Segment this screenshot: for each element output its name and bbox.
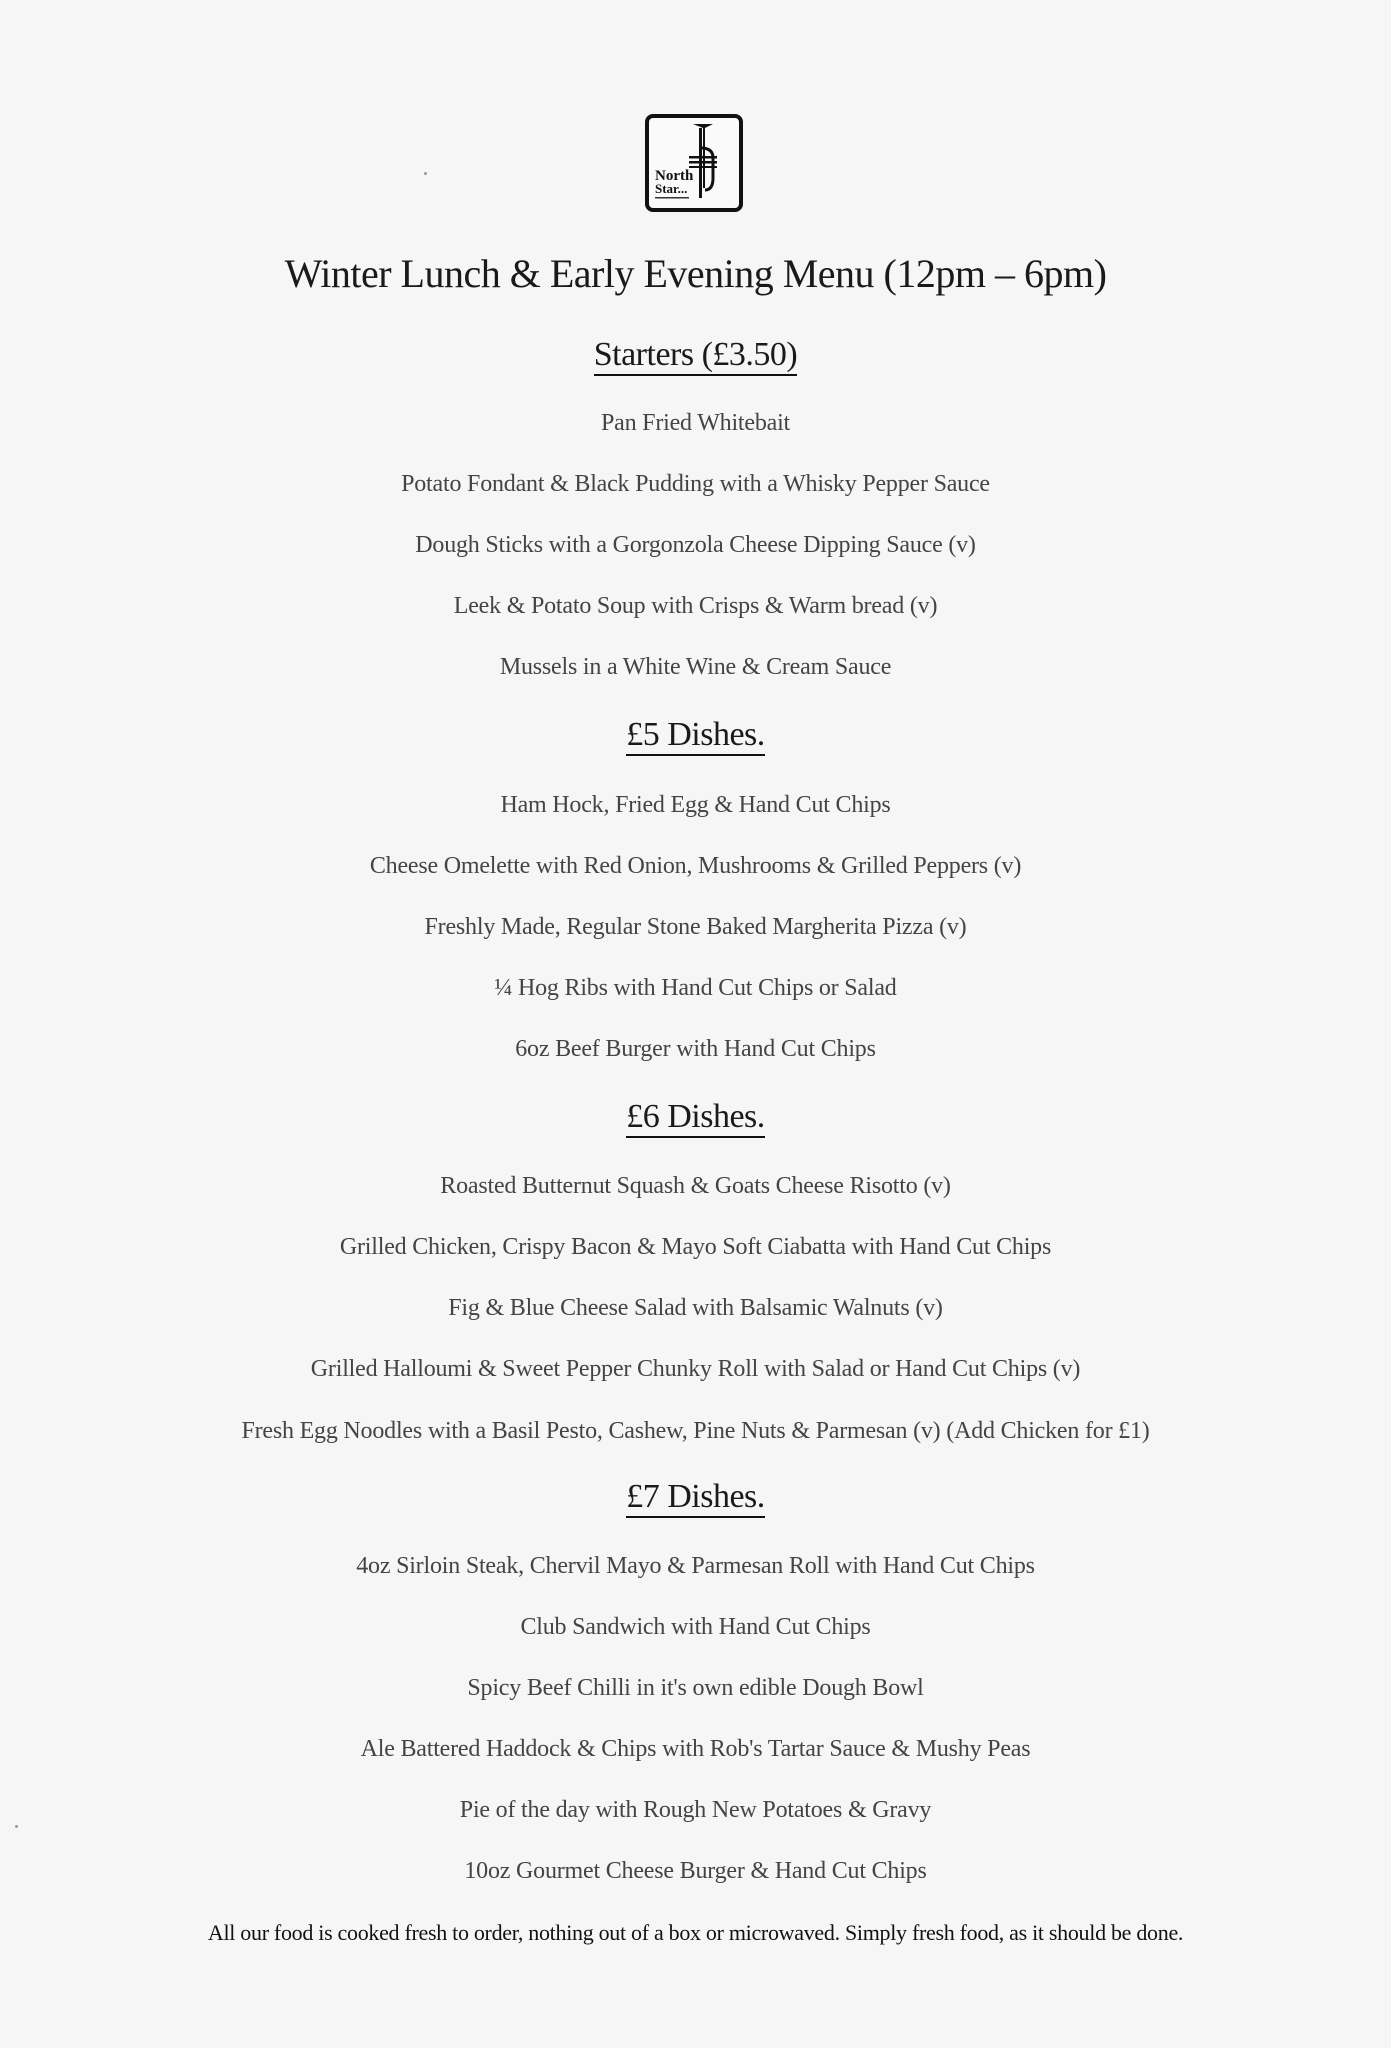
- section-heading-5-dishes: £5 Dishes.: [0, 716, 1391, 754]
- menu-item: Grilled Halloumi & Sweet Pepper Chunky Roll with Salad or Hand Cut Chips (v): [310, 1356, 1081, 1382]
- menu-item: 10oz Gourmet Cheese Burger & Hand Cut Chips: [464, 1858, 927, 1884]
- menu-item: Spicy Beef Chilli in it's own edible Dough Bowl: [467, 1675, 924, 1701]
- menu-item: Pie of the day with Rough New Potatoes & Gravy: [459, 1797, 932, 1823]
- trumpet-icon: [649, 118, 739, 208]
- menu-item: Fresh Egg Noodles with a Basil Pesto, Cashew, Pine Nuts & Parmesan (v) (Add Chicken for £1): [241, 1418, 1150, 1444]
- section-heading-starters: Starters (£3.50): [0, 336, 1391, 374]
- menu-item: Ale Battered Haddock & Chips with Rob's Tartar Sauce & Mushy Peas: [360, 1736, 1031, 1762]
- menu-item: Freshly Made, Regular Stone Baked Margherita Pizza (v): [424, 914, 967, 940]
- section-heading-6-dishes: £6 Dishes.: [0, 1098, 1391, 1136]
- svg-text:Star...: Star...: [655, 181, 688, 196]
- menu-item: Leek & Potato Soup with Crisps & Warm bread (v): [453, 593, 938, 619]
- north-star-logo: [645, 114, 743, 212]
- menu-item: Fig & Blue Cheese Salad with Balsamic Walnuts (v): [448, 1295, 943, 1321]
- menu-item: 6oz Beef Burger with Hand Cut Chips: [515, 1036, 876, 1062]
- scan-speck: [15, 1825, 18, 1828]
- section-heading-7-dishes: £7 Dishes.: [0, 1478, 1391, 1516]
- menu-item: Potato Fondant & Black Pudding with a Whisky Pepper Sauce: [401, 471, 990, 497]
- menu-item: 4oz Sirloin Steak, Chervil Mayo & Parmesan Roll with Hand Cut Chips: [356, 1553, 1035, 1579]
- menu-item: ¼ Hog Ribs with Hand Cut Chips or Salad: [494, 975, 897, 1001]
- menu-item: Ham Hock, Fried Egg & Hand Cut Chips: [500, 792, 891, 818]
- footer-note: All our food is cooked fresh to order, nothing out of a box or microwaved. Simply fresh food, as it should be done.: [207, 1920, 1184, 1945]
- svg-text:North: North: [655, 168, 694, 184]
- menu-item: Cheese Omelette with Red Onion, Mushrooms & Grilled Peppers (v): [369, 853, 1022, 879]
- menu-title: Winter Lunch & Early Evening Menu (12pm – 6pm): [284, 251, 1107, 296]
- menu-item: Dough Sticks with a Gorgonzola Cheese Dipping Sauce (v): [415, 532, 976, 558]
- menu-item: Club Sandwich with Hand Cut Chips: [520, 1614, 871, 1640]
- scan-speck: [424, 172, 427, 175]
- menu-item: Mussels in a White Wine & Cream Sauce: [499, 654, 892, 680]
- menu-item: Roasted Butternut Squash & Goats Cheese Risotto (v): [440, 1173, 951, 1199]
- menu-item: Pan Fried Whitebait: [600, 410, 791, 436]
- menu-item: Grilled Chicken, Crispy Bacon & Mayo Soft Ciabatta with Hand Cut Chips: [339, 1234, 1052, 1260]
